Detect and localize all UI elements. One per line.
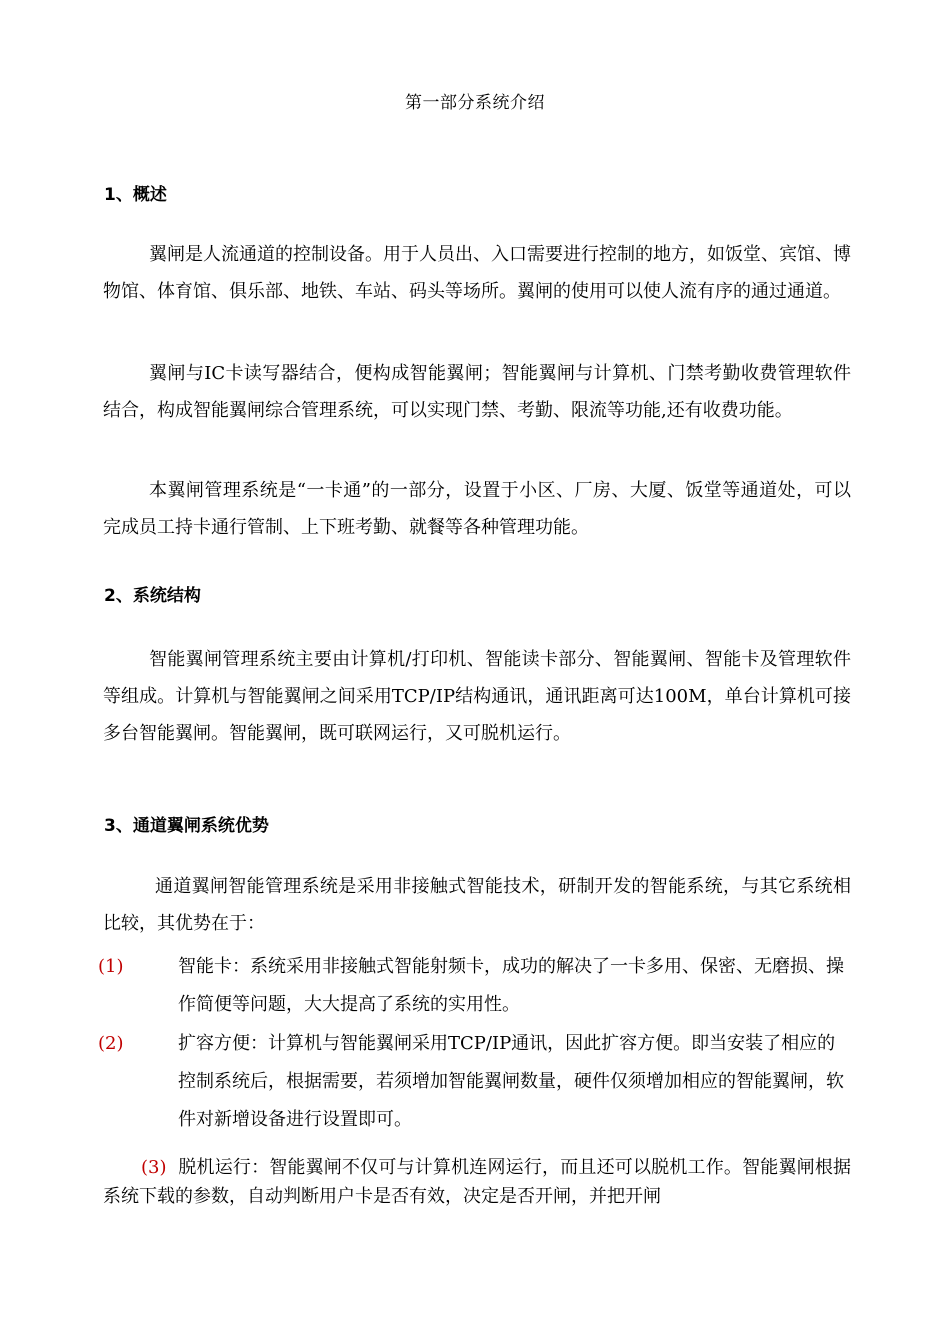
list-item (98, 948, 850, 1024)
list-item (103, 1153, 851, 1211)
list-item-number: (2) (98, 1033, 124, 1054)
page-title: 第一部分系统介绍 (405, 93, 545, 113)
list-item-number: (1) (98, 956, 124, 977)
section-heading-advantages: 3、通道翼闸系统优势 (104, 816, 269, 836)
list-item-number: (3) (141, 1157, 167, 1178)
list-item-text: 扩容方便：计算机与智能翼闸采用TCP/IP通讯，因此扩容方便。即当安装了相应的控制系统后，根据需要，若须增加智能翼闸数量，硬件仅须增加相应的智能翼闸，软件对新增设备进行设置即可。 (178, 1033, 844, 1130)
paragraph: 本翼闸管理系统是“一卡通”的一部分，设置于小区、厂房、大厦、饭堂等通道处，可以完成员工持卡通行管制、上下班考勤、就餐等各种管理功能。 (103, 480, 851, 538)
paragraph: 智能翼闸管理系统主要由计算机/打印机、智能读卡部分、智能翼闸、智能卡及管理软件等组成。计算机与智能翼闸之间采用TCP/IP结构通讯，通讯距离可达100M，单台计算机可接多台智能翼闸。智能翼闸，既可联网运行，又可脱机运行。 (103, 649, 851, 744)
paragraph: 翼闸是人流通道的控制设备。用于人员出、入口需要进行控制的地方，如饭堂、宾馆、博物馆、体育馆、俱乐部、地铁、车站、码头等场所。翼闸的使用可以使人流有序的通过通道。 (103, 244, 851, 302)
section-heading-overview: 1、概述 (104, 185, 167, 205)
list-item-text: 智能卡：系统采用非接触式智能射频卡，成功的解决了一卡多用、保密、无磨损、操作简便等问题，大大提高了系统的实用性。 (178, 956, 844, 1015)
list-item-text: 脱机运行：智能翼闸不仅可与计算机连网运行，而且还可以脱机工作。智能翼闸根据系统下载的参数，自动判断用户卡是否有效，决定是否开闸，并把开闸 (103, 1157, 852, 1207)
paragraph: 通道翼闸智能管理系统是采用非接触式智能技术，研制开发的智能系统，与其它系统相比较，其优势在于： (103, 876, 851, 934)
list-item (98, 1025, 850, 1139)
section-heading-structure: 2、系统结构 (104, 586, 201, 606)
paragraph: 翼闸与IC卡读写器结合，便构成智能翼闸；智能翼闸与计算机、门禁考勤收费管理软件结合，构成智能翼闸综合管理系统，可以实现门禁、考勤、限流等功能,还有收费功能。 (103, 363, 851, 421)
